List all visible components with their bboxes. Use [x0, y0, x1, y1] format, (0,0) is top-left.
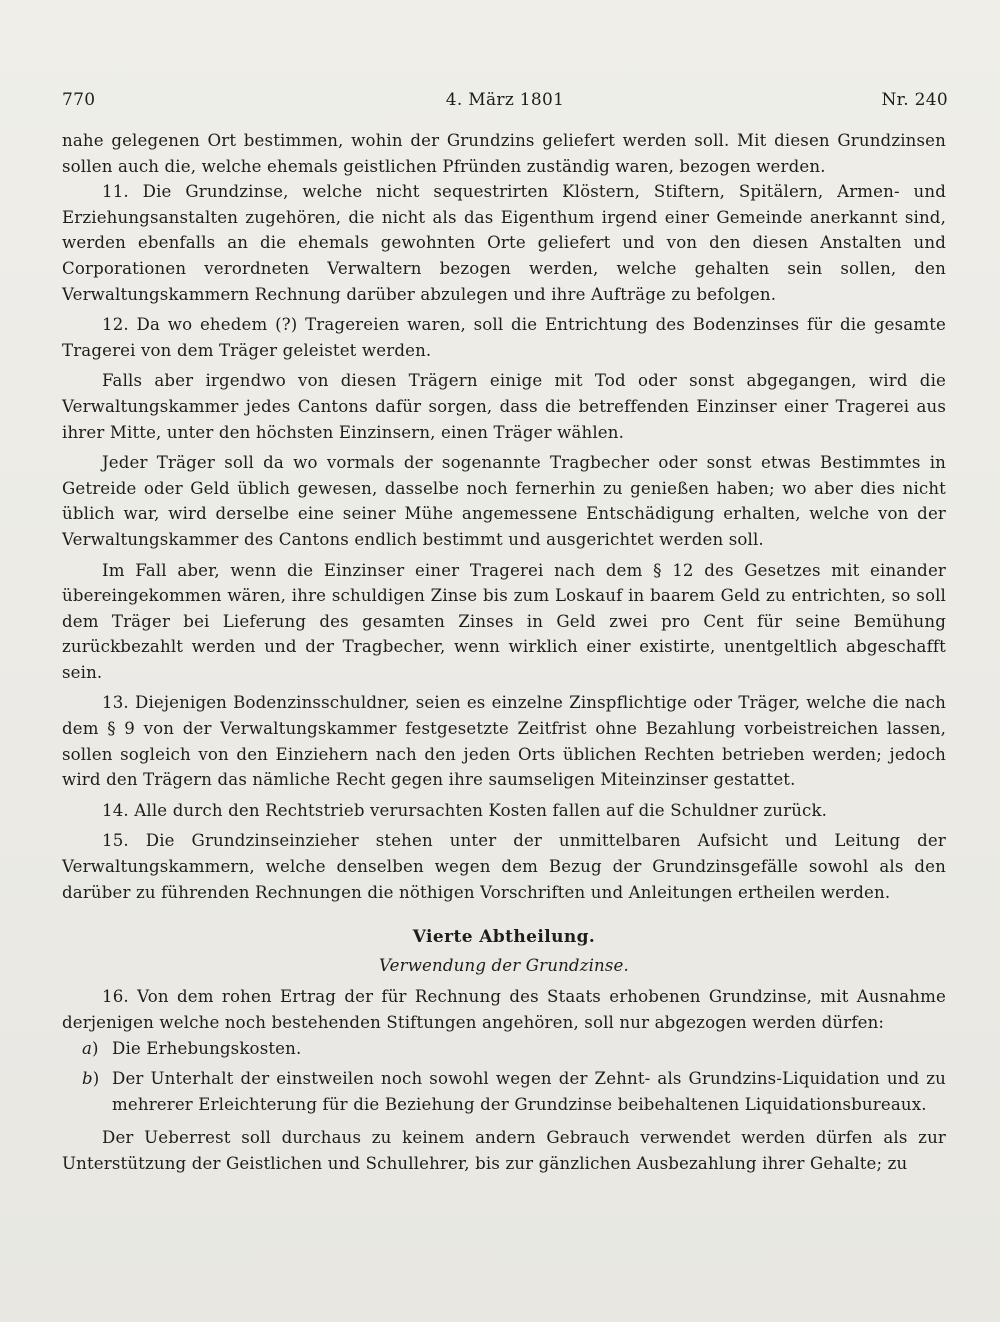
section-title: Vierte Abtheilung.: [412, 927, 596, 948]
body-text: [62, 128, 946, 1177]
page-number: 770: [62, 90, 96, 110]
list-item-label: b): [82, 1069, 100, 1089]
paragraph-12-jeder: Jeder Träger soll da wo vormals der sogenannte Tragbecher oder sonst etwas Bestimmtes in Getreide oder Geld üblich gewesen, dasselbe noch fernerhin zu genießen haben; wo aber dies nicht üblich war, wird derselbe eine seiner Mühe angemessene Entschädigung erhalten, welche von der Verwaltungskammer des Cantons endlich bestimmt und ausgerichtet werden soll.: [62, 453, 946, 549]
list-item: [62, 1066, 946, 1117]
document-number: Nr. 240: [881, 90, 948, 110]
paragraph-13: 13. Diejenigen Bodenzinsschuldner, seien es einzelne Zinspflichtige oder Träger, welche die nach dem § 9 von der Verwaltungskammer festgesetzte Zeitfrist ohne Bezahlung vorbeistreichen lassen, sollen sogleich von den Einziehern nach den jeden Orts üblichen Rechten betrieben werden; jedoch wird den Trägern das nämliche Recht gegen ihre saumseligen Miteinzinser gestattet.: [62, 693, 946, 790]
paragraph-continuation: nahe gelegenen Ort bestimmen, wohin der Grundzins geliefert werden soll. Mit diesen Grundzinsen sollen auch die, welche ehemals geistlichen Pfründen zuständig waren, bezogen werden.: [62, 131, 946, 176]
paragraph-15: 15. Die Grundzinseinzieher stehen unter der unmittelbaren Aufsicht und Leitung der Verwaltungskammern, welche denselben wegen dem Bezug der Grundzinsgefälle sowohl als den darüber zu führenden Rechnungen die nöthigen Vorschriften und Anleitungen ertheilen werden.: [62, 831, 946, 902]
list-item-text: Der Unterhalt der einstweilen noch sowohl wegen der Zehnt- als Grundzins-Liquidation und zu mehrerer Erleichterung für die Beziehung der Grundzinse beibehaltenen Liquidationsbureaux.: [112, 1069, 946, 1114]
paragraph-ueberrest: Der Ueberrest soll durchaus zu keinem andern Gebrauch verwendet werden dürfen als zur Unterstützung der Geistlichen und Schullehrer, bis zur gänzlichen Ausbezahlung ihrer Gehalte; zu: [62, 1128, 946, 1173]
paragraph-16: 16. Von dem rohen Ertrag der für Rechnung des Staats erhobenen Grundzinse, mit Ausnahme derjenigen welche noch bestehenden Stiftungen angehören, soll nur abgezogen werden dürfen:: [62, 987, 946, 1032]
page-header: [62, 90, 948, 116]
list-item: [62, 1036, 946, 1062]
paragraph-12: 12. Da wo ehedem (?) Tragereien waren, soll die Entrichtung des Bodenzinses für die gesamte Tragerei von dem Träger geleistet werden.: [62, 315, 946, 360]
paragraph-14: 14. Alle durch den Rechtstrieb verursachten Kosten fallen auf die Schuldner zurück.: [102, 800, 828, 820]
paragraph-12-falls: Falls aber irgendwo von diesen Trägern einige mit Tod oder sonst abgegangen, wird die Verwaltungskammer jedes Cantons dafür sorgen, dass die betreffenden Einzinser einer Tragerei aus ihrer Mitte, unter den höchsten Einzinsern, einen Träger wählen.: [62, 371, 946, 442]
section-subtitle: Verwendung der Grundzinse.: [379, 955, 629, 975]
header-date: 4. März 1801: [445, 90, 565, 110]
paragraph-11: 11. Die Grundzinse, welche nicht sequestrirten Klöstern, Stiftern, Spitälern, Armen- und Erziehungsanstalten zugehören, die nicht als das Eigenthum irgend einer Gemeinde anerkannt sind, werden ebenfalls an die ehemals gewohnten Orte geliefert und von den diesen Anstalten und Corporationen verordneten Verwaltern bezogen werden, welche gehalten sein sollen, den Verwaltungskammern Rechnung darüber abzulegen und ihre Aufträge zu befolgen.: [62, 182, 946, 304]
paragraph-12-im-fall: Im Fall aber, wenn die Einzinser einer Tragerei nach dem § 12 des Gesetzes mit einander übereingekommen wären, ihre schuldigen Zinse bis zum Loskauf in baarem Geld zu entrichten, so soll dem Träger bei Lieferung des gesamten Zinses in Geld zwei pro Cent für seine Bemühung zurückbezahlt werden und der Tragbecher, wenn wirklich einer existirte, unentgeltlich abgeschafft sein.: [62, 560, 946, 682]
list-item-text: Die Erhebungskosten.: [112, 1038, 302, 1058]
list-item-label: a): [82, 1038, 99, 1058]
